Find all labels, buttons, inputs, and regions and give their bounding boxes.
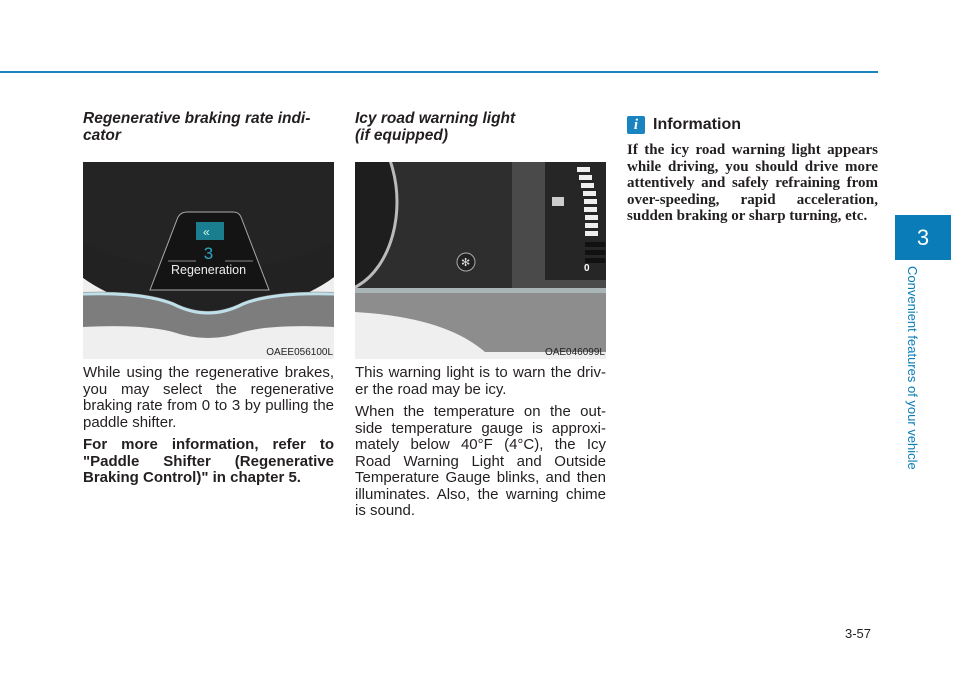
section-icy-road-warning (355, 110, 606, 520)
svg-text:✻: ✻ (461, 257, 471, 269)
chapter-tab: 3 (895, 215, 951, 260)
page-number: 3-57 (845, 626, 872, 641)
icy-road-cluster-illustration (355, 162, 606, 359)
body-text: When the temperature on the out-side temperature gauge is approxi-mately below 40°F (4°C), the Icy Road Warning Light and Outside Temperature Gauge blinks, and then illuminates. Also, the warning chime is sound. (355, 403, 606, 519)
body-text: While using the regenerative brakes, you may select the regenerative braking rate from 0 to 3 by pulling the paddle shifter. (83, 364, 334, 431)
regeneration-label: Regeneration (170, 263, 247, 277)
header-rule (0, 71, 878, 73)
information-title: Information (653, 116, 741, 133)
icy-road-figure (355, 162, 606, 359)
section-title: Icy road warning light (if equipped) (355, 110, 516, 144)
chapter-label: Convenient features of your vehicle (905, 266, 920, 470)
gauge-zero: 0 (584, 263, 590, 274)
information-icon: i (627, 116, 645, 134)
section-title: Regenerative braking rate indi- cator (83, 110, 311, 144)
section-regenerative-braking (83, 110, 334, 487)
regeneration-figure (83, 162, 334, 359)
information-text: If the icy road warning light appears while driving, you should drive more attentively and safely refraining from over-speeding, rapid acceleration, sudden braking or sharp turning, etc. (627, 142, 878, 224)
information-box (627, 116, 878, 225)
regeneration-battery-icon (196, 222, 224, 240)
figure-code: OAEE056100L (266, 347, 333, 358)
reference-text: For more information, refer to "Paddle Shifter (Regenerative Braking Control)" in chapter 5. (83, 436, 334, 486)
battery-icon (552, 197, 564, 206)
regeneration-level: 3 (203, 244, 214, 263)
svg-text:«: « (203, 225, 210, 239)
figure-code: OAE046099L (544, 347, 605, 358)
body-text: This warning light is to warn the driv-er the road may be icy. (355, 364, 606, 398)
